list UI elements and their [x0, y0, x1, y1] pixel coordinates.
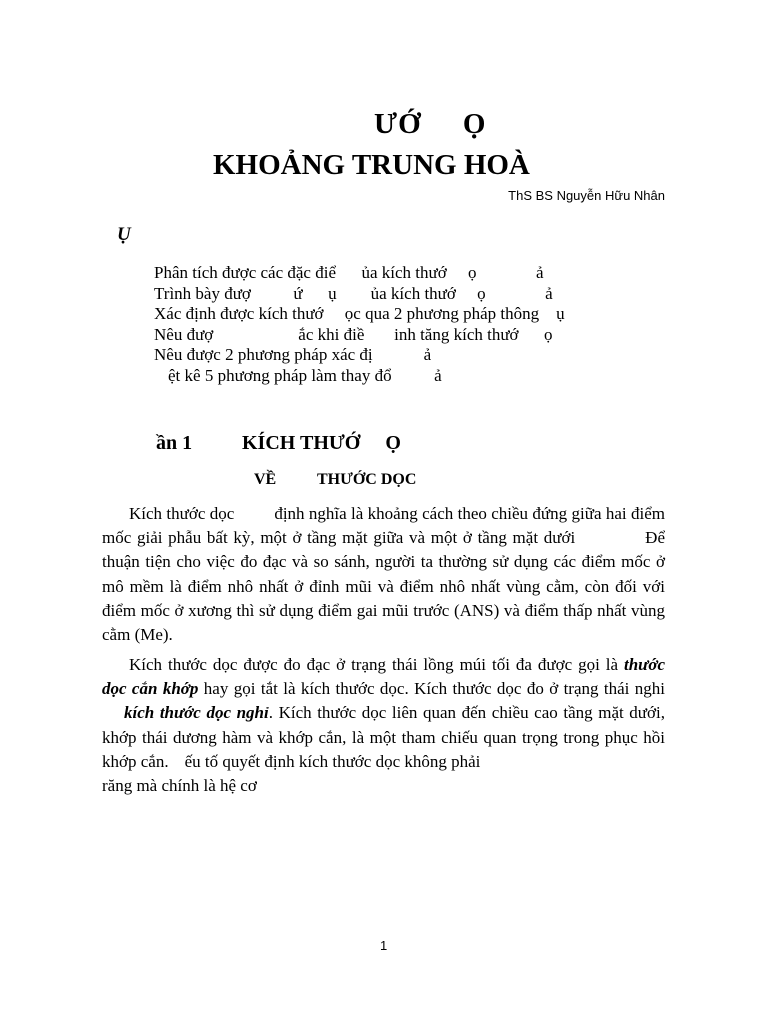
- part-label: ần 1: [156, 432, 193, 454]
- paragraph-text: Kích thước dọc: [129, 504, 235, 523]
- paragraph-text: ếu tố quyết định kích thước dọc không phải: [184, 751, 481, 771]
- author: ThS BS Nguyễn Hữu Nhân: [508, 188, 665, 203]
- objective-item: Nêu đượ ắc khi điề inh tăng kích thướ ọ: [154, 324, 553, 344]
- part-heading: [156, 432, 401, 455]
- objective-item: Xác định được kích thướ ọc qua 2 phương pháp thông ụ: [154, 304, 565, 324]
- paragraph-text: răng mà chính là hệ cơ: [102, 776, 257, 796]
- paragraph-vertical-dimension-occlusion: [102, 653, 665, 798]
- objective-item: Trình bày đượ ứ ụ ủa kích thướ ọ ả: [154, 283, 553, 303]
- objectives-heading: Ụ: [117, 224, 131, 245]
- title-line-1: ƯỚ Ọ: [374, 108, 487, 140]
- sub-title: THƯỚC DỌC: [317, 471, 417, 488]
- title-line-2: KHOẢNG TRUNG HOÀ: [213, 149, 530, 181]
- paragraph-text: . Kích thước dọc liên quan đến chiều cao tầng mặt dưới, khớp thái dương hàm và khớp cắn, là một tham chiếu quan trọng trong phục hồi khớp cắn.: [102, 703, 665, 771]
- part-title: KÍCH THƯỚ Ọ: [242, 432, 401, 454]
- sub-heading: [254, 471, 416, 489]
- paragraph-text: hay gọi tắt là kích thước dọc. Kích thước dọc đo ở trạng thái nghi: [203, 679, 666, 699]
- term-rest-vertical-dimension: kích thước dọc nghỉ: [124, 703, 269, 723]
- sub-label: VỀ: [254, 471, 277, 488]
- page-number: 1: [380, 938, 388, 953]
- objective-item: Phân tích được các đặc điể ủa kích thướ ọ ả: [154, 263, 544, 282]
- objectives-list: [154, 263, 565, 387]
- paragraph-text: Để thuận tiện cho việc đo đạc và so sánh, người ta thường sử dụng các điểm mốc ở mô mềm là điểm nhô nhất ở đỉnh mũi và điểm nhô nhất vùng cằm, còn đối với điểm mốc ở xương thì sử dụng điểm gai mũi trước (ANS) và điểm thấp nhất vùng cằm (Me).: [102, 528, 665, 645]
- term-occlusal-vertical-dimension: thước dọc cắn khớp: [102, 655, 665, 699]
- objective-item: Nêu được 2 phương pháp xác đị ả: [154, 345, 432, 365]
- paragraph-vertical-dimension-definition: [102, 502, 665, 647]
- paragraph-text: định nghĩa là khoảng cách theo chiều đứng giữa hai điểm mốc giải phẫu bất kỳ, một ở tầng mặt giữa và một ở tầng mặt dưới: [102, 504, 665, 548]
- objective-item: ệt kê 5 phương pháp làm thay đổ ả: [168, 365, 442, 385]
- paragraph-text: Kích thước dọc được đo đạc ở trạng thái lồng múi tối đa được gọi là: [129, 655, 619, 674]
